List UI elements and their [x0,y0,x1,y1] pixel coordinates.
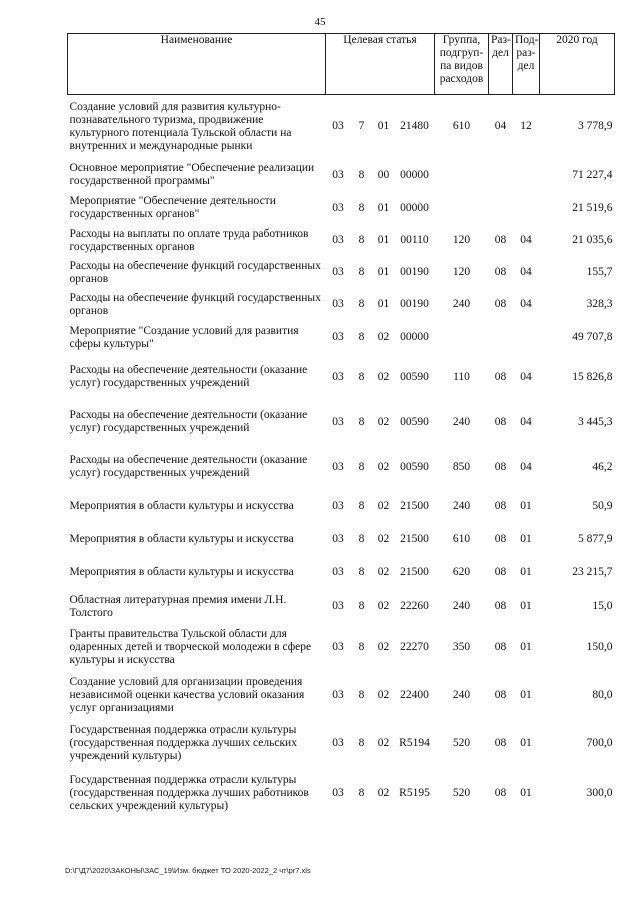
cell-name: Расходы на выплаты по оплате труда работников государственных органов [69,227,309,253]
cell-name: Мероприятия в области культуры и искусства [69,533,294,545]
cell-section: 08 [494,266,507,278]
header-target-article: Целевая статья [326,34,435,95]
cell-section: 08 [494,370,507,383]
cell-subprogram: 8 [358,500,365,512]
cell-subsection [513,192,540,225]
cell-event: 02 [377,500,390,512]
cell-subsection: 04 [520,370,532,383]
footer-file-path: D:\Г\Д7\2020\ЗАКОНЫ\ЗАС_19\Изм. бюджет ТО 2020-2022_2 чт\pr7.xls [65,866,311,875]
cell-subsection: 12 [520,120,532,133]
cell-name: Мероприятия в области культуры и искусства [69,566,294,578]
cell-subsection: 04 [520,460,532,473]
cell-event: 02 [377,787,390,799]
cell-program: 03 [332,500,344,512]
header-year: 2020 год [540,34,615,95]
cell-section: 08 [494,234,507,246]
cell-amount: 3 778,9 [578,120,613,133]
cell-amount: 300,0 [586,787,613,799]
cell-event: 01 [377,234,390,246]
cell-section [489,192,513,225]
cell-subprogram: 8 [358,689,365,701]
table-row [68,524,615,556]
header-section: Раз-дел [489,34,513,95]
cell-name: Создание условий для развития культурно-познавательного туризма, продвижение культурного потенциала Тульской области на внутренних и международные рынки [69,100,292,152]
cell-program: 03 [332,533,344,545]
cell-name: Мероприятие "Создание условий для развития сферы культуры" [69,324,299,350]
cell-subprogram: 8 [358,566,365,578]
cell-direction: 00590 [400,370,429,383]
cell-amount: 3 445,3 [578,415,613,428]
cell-program: 03 [332,689,344,701]
cell-program: 03 [332,641,344,653]
cell-event: 02 [377,415,390,428]
cell-amount: 23 215,7 [572,566,613,578]
cell-direction: R5194 [399,737,430,749]
cell-group: 240 [452,415,471,428]
cell-subprogram: 8 [358,370,365,383]
header-name: Наименование [68,34,326,95]
cell-amount: 46,2 [592,460,613,473]
cell-group: 610 [452,120,471,133]
cell-subsection: 01 [520,737,532,749]
cell-program: 03 [332,120,344,133]
cell-direction: 00110 [400,234,429,246]
cell-section: 08 [494,641,507,653]
cell-direction: 00000 [400,168,429,181]
cell-event: 02 [377,533,390,545]
cell-subsection: 01 [520,689,532,701]
table-row [68,556,615,590]
cell-direction: 21500 [400,533,429,545]
cell-program: 03 [332,234,344,246]
cell-group: 240 [452,298,471,310]
cell-event: 00 [377,168,390,181]
cell-amount: 328,3 [586,298,613,310]
table-row [68,720,615,768]
cell-direction: 00000 [400,331,429,343]
cell-direction: 00000 [400,201,429,214]
cell-event: 02 [377,737,390,749]
table-row [68,672,615,720]
table-body [68,95,615,820]
cell-event: 02 [377,641,390,653]
table-row [68,159,615,192]
cell-event: 02 [377,566,390,578]
table-row [68,400,615,445]
cell-group: 520 [452,737,471,749]
header-subsection: Под-раз-дел [513,34,540,95]
cell-group: 520 [452,787,471,799]
cell-direction: R5195 [399,787,430,799]
cell-group: 620 [452,566,471,578]
cell-subsection: 01 [520,533,532,545]
cell-subprogram: 8 [358,201,365,214]
cell-subsection: 01 [520,600,532,612]
cell-name: Расходы на обеспечение функций государственных органов [69,259,321,285]
cell-name: Создание условий для организации проведения независимой оценки качества условий оказания услуг организациями [69,676,305,714]
table-row [68,445,615,490]
cell-program: 03 [332,201,344,214]
cell-group [435,321,489,355]
cell-name: Расходы на обеспечение деятельности (оказание услуг) государственных учреждений [69,454,308,479]
cell-subprogram: 8 [358,415,365,428]
cell-subprogram: 8 [358,331,365,343]
cell-subprogram: 8 [358,460,365,473]
table-row [68,95,615,159]
cell-section: 08 [494,787,507,799]
cell-section: 04 [494,120,507,133]
cell-name: Государственная поддержка отрасли культуры (государственная поддержка лучших сельских учреждений культуры) [69,724,297,762]
cell-program: 03 [332,415,344,428]
cell-group: 120 [452,234,471,246]
cell-direction: 21480 [400,120,429,133]
cell-group: 240 [452,500,471,512]
cell-group: 120 [452,266,471,278]
cell-program: 03 [332,370,344,383]
cell-subsection: 01 [520,787,532,799]
cell-direction: 21500 [400,566,429,578]
cell-direction: 22270 [400,641,429,653]
cell-amount: 49 707,8 [572,331,613,343]
table-row [68,192,615,225]
cell-name: Основное мероприятие "Обеспечение реализации государственной программы" [69,162,315,187]
cell-amount: 71 227,4 [572,168,613,181]
cell-amount: 15 826,8 [572,370,613,383]
cell-group: 350 [452,641,471,653]
cell-section: 08 [494,533,507,545]
cell-direction: 22400 [400,689,429,701]
table-row [68,490,615,524]
cell-program: 03 [332,298,344,310]
table-row [68,321,615,355]
cell-amount: 150,0 [586,641,613,653]
cell-subsection: 01 [520,641,532,653]
cell-program: 03 [332,566,344,578]
cell-group [435,192,489,225]
cell-name: Расходы на обеспечение функций государственных органов [69,291,321,317]
cell-event: 01 [377,266,390,278]
cell-name: Государственная поддержка отрасли культуры (государственная поддержка лучших работников сельских учреждений культуры) [69,774,309,812]
cell-subprogram: 7 [358,120,365,133]
cell-subsection: 01 [520,566,532,578]
cell-amount: 700,0 [586,737,613,749]
cell-section [489,321,513,355]
cell-direction: 21500 [400,500,429,512]
cell-event: 01 [377,298,390,310]
cell-event: 02 [377,331,390,343]
cell-amount: 15,0 [592,600,613,612]
cell-section: 08 [494,460,507,473]
cell-group: 110 [453,370,470,383]
cell-subprogram: 8 [358,737,365,749]
budget-table [67,33,615,820]
table-row [68,289,615,321]
page-number: 45 [314,16,326,28]
cell-name: Гранты правительства Тульской области для одаренных детей и творческой молодежи в сфере культуры и искусства [69,628,312,666]
cell-group: 240 [452,689,471,701]
cell-group: 850 [452,460,471,473]
cell-amount: 50,9 [592,500,613,512]
cell-subprogram: 8 [358,533,365,545]
cell-amount: 80,0 [592,689,613,701]
cell-section [489,159,513,192]
cell-direction: 00190 [400,266,429,278]
cell-subprogram: 8 [358,168,365,181]
cell-name: Областная литературная премия имени Л.Н. Толстого [69,593,287,619]
cell-subsection: 04 [520,266,532,278]
cell-amount: 5 877,9 [578,533,613,545]
table-row [68,225,615,257]
cell-section: 08 [494,689,507,701]
cell-subprogram: 8 [358,234,365,246]
table-row [68,355,615,400]
cell-subsection [513,159,540,192]
cell-direction: 22260 [400,600,429,612]
cell-name: Расходы на обеспечение деятельности (оказание услуг) государственных учреждений [69,364,308,389]
cell-section: 08 [494,500,507,512]
cell-group: 610 [452,533,471,545]
cell-subsection: 01 [520,500,532,512]
cell-subprogram: 8 [358,298,365,310]
cell-amount: 155,7 [586,266,613,278]
cell-name: Мероприятия в области культуры и искусства [69,500,294,512]
cell-subsection: 04 [520,234,532,246]
cell-section: 08 [494,600,507,612]
cell-program: 03 [332,331,344,343]
cell-event: 02 [377,460,390,473]
cell-program: 03 [332,168,344,181]
cell-direction: 00590 [400,460,429,473]
cell-event: 01 [377,201,390,214]
cell-subprogram: 8 [358,787,365,799]
cell-direction: 00590 [400,415,429,428]
cell-group [435,159,489,192]
cell-section: 08 [494,298,507,310]
table-row [68,590,615,624]
cell-program: 03 [332,266,344,278]
cell-section: 08 [494,415,507,428]
cell-group: 240 [452,600,471,612]
table-header-row [68,34,615,95]
cell-amount: 21 035,6 [572,234,613,246]
cell-subsection: 04 [520,415,532,428]
cell-amount: 21 519,6 [572,201,613,214]
cell-event: 02 [377,370,390,383]
cell-program: 03 [332,460,344,473]
table-row [68,624,615,672]
cell-program: 03 [332,600,344,612]
cell-name: Расходы на обеспечение деятельности (оказание услуг) государственных учреждений [69,409,308,434]
table-row [68,768,615,820]
cell-subprogram: 8 [358,600,365,612]
cell-event: 02 [377,689,390,701]
cell-section: 08 [494,566,507,578]
cell-subsection: 04 [520,298,532,310]
table-row [68,257,615,289]
cell-subprogram: 8 [358,641,365,653]
cell-direction: 00190 [400,298,429,310]
cell-subsection [513,321,540,355]
cell-subprogram: 8 [358,266,365,278]
cell-section: 08 [494,737,507,749]
cell-name: Мероприятие "Обеспечение деятельности государственных органов" [69,195,276,220]
cell-event: 02 [377,600,390,612]
cell-program: 03 [332,787,344,799]
header-group: Группа, подгруп-па видов расходов [435,34,489,95]
cell-program: 03 [332,737,344,749]
cell-event: 01 [377,120,390,133]
